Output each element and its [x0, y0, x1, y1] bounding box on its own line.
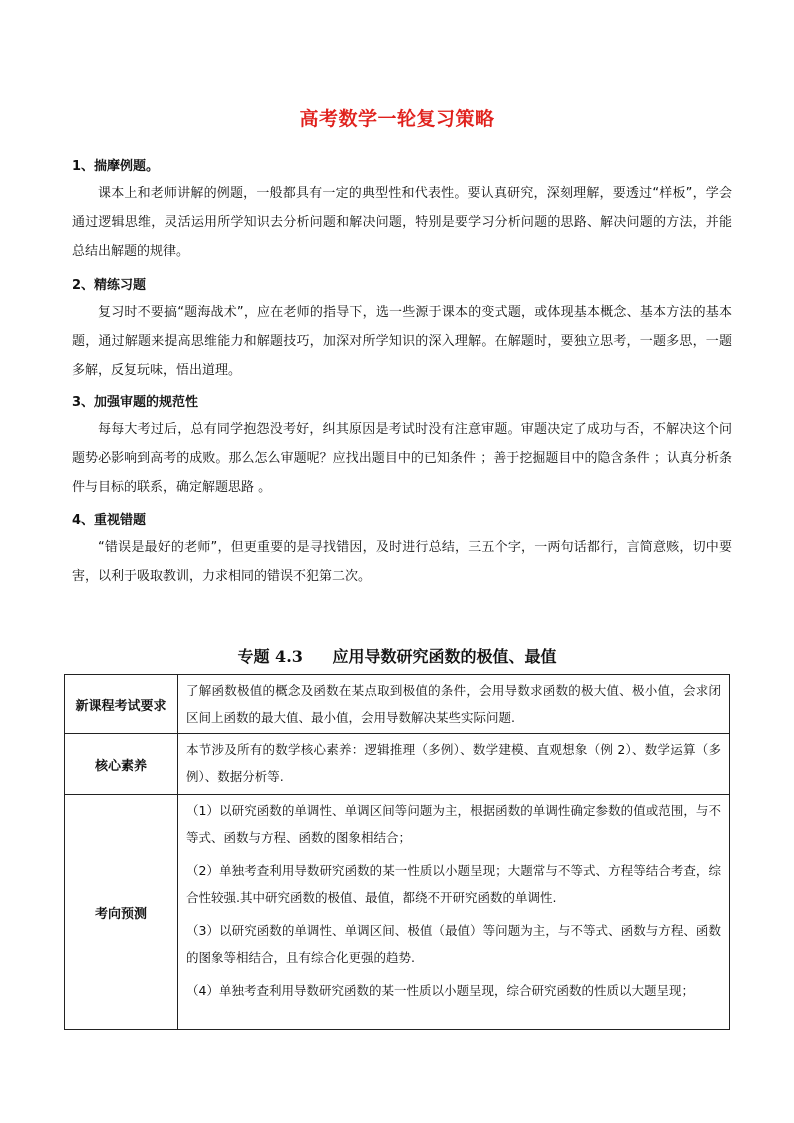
- requirements-table: [64, 674, 730, 1030]
- section-2: [72, 277, 732, 385]
- section-4: [72, 512, 732, 591]
- row-content: [178, 675, 730, 734]
- section-1: [72, 158, 732, 266]
- section-heading: 4、重视错题: [72, 513, 147, 528]
- section-heading: 2、精练习题: [72, 278, 147, 293]
- topic-name: 应用导数研究函数的极值、最值: [332, 647, 557, 666]
- row-item: （2）单独考查利用导数研究函数的某一性质以小题呈现；大题常与不等式、方程等结合考查，综合性较强.其中研究函数的极值、最值，都绕不开研究函数的单调性.: [186, 863, 721, 905]
- section-text: 课本上和老师讲解的例题，一般都具有一定的典型性和代表性。要认真研究，深刻理解，要透过“样板”，学会通过逻辑思维，灵活运用所学知识去分析问题和解决问题，特别是要学习分析问题的思路、解决问题的方法，并能总结出解题的规律。: [72, 186, 732, 259]
- section-heading: 3、加强审题的规范性: [72, 395, 199, 410]
- section-text: 每每大考过后，总有同学抱怨没考好，纠其原因是考试时没有注意审题。审题决定了成功与否，不解决这个问题势必影响到高考的成败。那么怎么审题呢？应找出题目中的已知条件 ；善于挖掘题目中的隐含条件 ；认真分析条件与目标的联系，确定解题思路 。: [72, 422, 732, 495]
- section-3: [72, 394, 732, 502]
- row-content: [178, 795, 730, 1030]
- row-item: 本节涉及所有的数学核心素养：逻辑推理（多例）、数学建模、直观想象（例 2）、数学运算（多例）、数据分析等.: [186, 742, 721, 784]
- row-content: [178, 734, 730, 795]
- row-label: 考向预测: [65, 795, 178, 1030]
- row-label: 核心素养: [65, 734, 178, 795]
- row-item: （4）单独考查利用导数研究函数的某一性质以小题呈现，综合研究函数的性质以大题呈现；: [186, 983, 694, 998]
- row-label: 新课程考试要求: [65, 675, 178, 734]
- row-item: 了解函数极值的概念及函数在某点取到极值的条件，会用导数求函数的极大值、极小值，会求闭区间上函数的最大值、最小值，会用导数解决某些实际问题.: [186, 683, 721, 725]
- table-row: [65, 795, 730, 1030]
- row-item: （3）以研究函数的单调性、单调区间、极值（最值）等问题为主，与不等式、函数与方程、函数的图象等相结合，且有综合化更强的趋势.: [186, 923, 721, 965]
- section-heading: 1、揣摩例题。: [72, 159, 160, 174]
- topic-number: 专题 4.3: [237, 647, 303, 666]
- section-text: 复习时不要搞“题海战术”，应在老师的指导下，选一些源于课本的变式题，或体现基本概念、基本方法的基本题，通过解题来提高思维能力和解题技巧，加深对所学知识的深入理解。在解题时，要独立思考，一题多思，一题多解，反复玩味，悟出道理。: [72, 305, 732, 378]
- document-title: 高考数学一轮复习策略: [299, 108, 495, 130]
- table-row: [65, 734, 730, 795]
- topic-heading: [0, 644, 794, 667]
- row-item: （1）以研究函数的单调性、单调区间等问题为主，根据函数的单调性确定参数的值或范围，与不等式、函数与方程、函数的图象相结合；: [186, 803, 721, 845]
- table-row: [65, 675, 730, 734]
- section-text: “错误是最好的老师”，但更重要的是寻找错因，及时进行总结，三五个字，一两句话都行，言简意赅，切中要害，以利于吸取教训，力求相同的错误不犯第二次。: [72, 540, 732, 584]
